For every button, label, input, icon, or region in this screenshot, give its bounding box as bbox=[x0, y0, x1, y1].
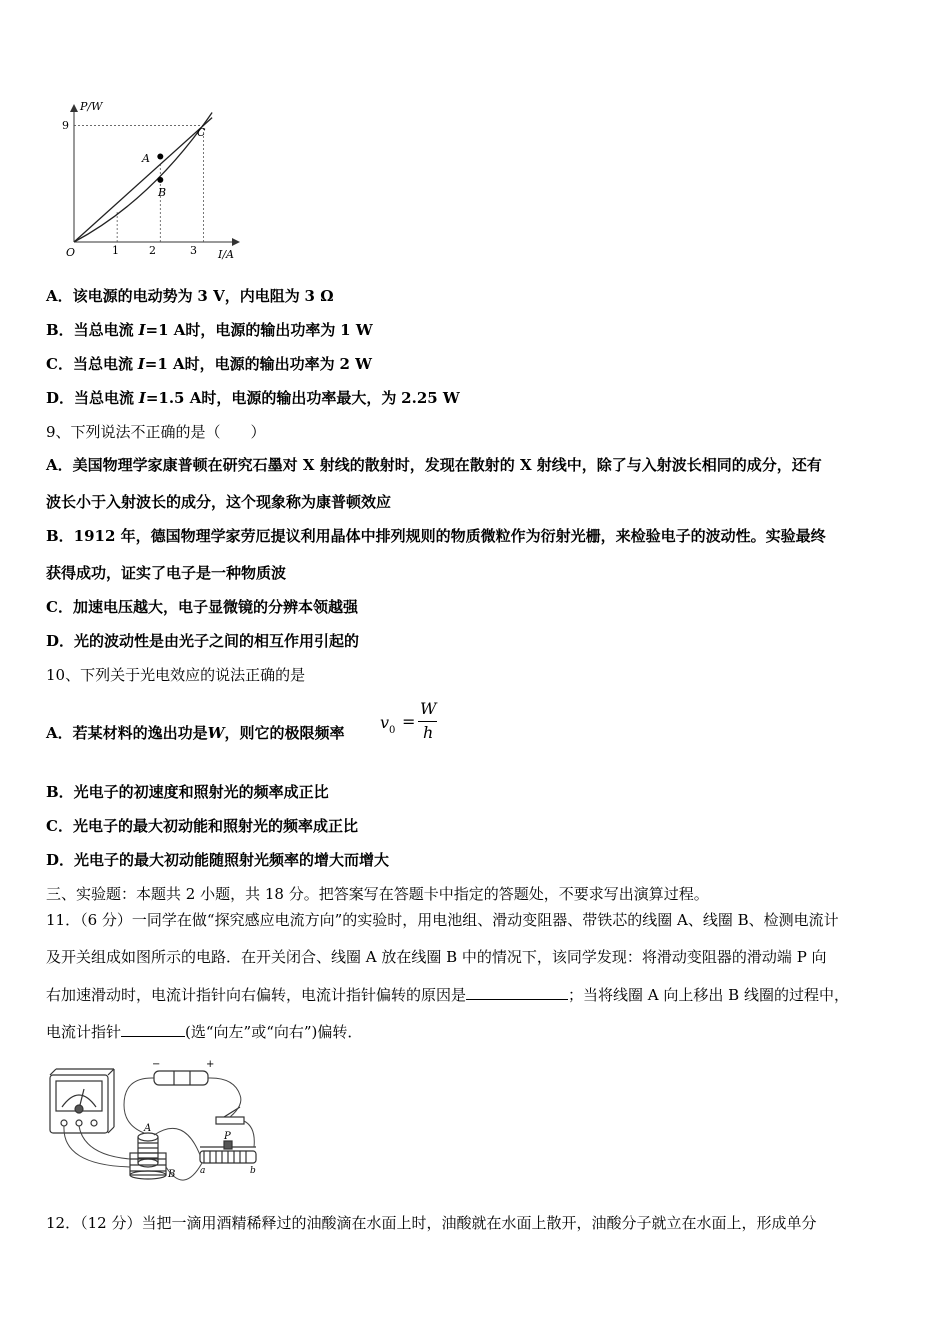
point-label-C: C bbox=[197, 126, 206, 139]
section-3-heading: 三、实验题：本题共 2 小题，共 18 分。把答案写在答题卡中指定的答题处，不要求写出演算过程。 bbox=[46, 885, 709, 903]
q8-option-a: A．该电源的电动势为 3 V，内电阻为 3 Ω bbox=[46, 287, 334, 305]
rheostat-icon bbox=[200, 1141, 256, 1163]
y-axis-label: P/W bbox=[80, 100, 103, 113]
point-label-A: A bbox=[142, 152, 150, 165]
q9-option-b-line2: 获得成功，证实了电子是一种物质波 bbox=[46, 564, 287, 582]
label-coil-b: B bbox=[168, 1169, 176, 1180]
label-rheostat-b: b bbox=[250, 1166, 256, 1176]
y-tick-label: 9 bbox=[62, 119, 69, 132]
coil-icon bbox=[130, 1133, 166, 1179]
point-a bbox=[157, 154, 163, 160]
label-battery-minus: − bbox=[152, 1059, 161, 1070]
galvanometer-icon bbox=[50, 1069, 114, 1133]
induction-circuit-figure bbox=[44, 1055, 274, 1195]
q8-option-d: D．当总电流 I=1.5 A时，电源的输出功率最大，为 2.25 W bbox=[46, 389, 460, 407]
label-rheostat-a: a bbox=[200, 1166, 206, 1176]
q9-option-c: C．加速电压越大，电子显微镜的分辨本领越强 bbox=[46, 598, 358, 616]
label-coil-a: A bbox=[144, 1123, 152, 1134]
q10-option-b: B．光电子的初速度和照射光的频率成正比 bbox=[46, 783, 329, 801]
q11-line4: 电流计指针 (选“向左”或“向右”)偏转． bbox=[46, 1023, 363, 1041]
point-label-B: B bbox=[158, 186, 167, 199]
q9-option-b-line1: B．1912 年，德国物理学家劳厄提议利用晶体中排列规则的物质微粒作为衍射光栅，来检验电子的波动性。实验最终 bbox=[46, 527, 826, 545]
x-tick-2: 2 bbox=[149, 244, 156, 257]
label-battery-plus: + bbox=[206, 1059, 215, 1070]
threshold-frequency-formula: v 0 = W h bbox=[380, 699, 437, 742]
origin-label: O bbox=[66, 246, 76, 259]
series-line bbox=[74, 118, 212, 242]
label-slider-p: P bbox=[224, 1131, 231, 1142]
q10-option-c: C．光电子的最大初动能和照射光的频率成正比 bbox=[46, 817, 358, 835]
answer-blank-1[interactable] bbox=[466, 984, 568, 1000]
x-tick-1: 1 bbox=[112, 244, 119, 257]
q9-option-d: D．光的波动性是由光子之间的相互作用引起的 bbox=[46, 632, 360, 650]
battery-icon bbox=[154, 1071, 208, 1085]
point-b bbox=[157, 177, 163, 183]
answer-blank-2[interactable] bbox=[121, 1021, 185, 1037]
q11-line3: 右加速滑动时，电流计指针向右偏转，电流计指针偏转的原因是 ；当将线圈 A 向上移出 B 线圈的过程中， bbox=[46, 986, 849, 1004]
q9-stem: 9、下列说法不正确的是（ ） bbox=[46, 423, 266, 441]
q8-option-c: C．当总电流 I=1 A时，电源的输出功率为 2 W bbox=[46, 355, 372, 373]
q9-option-a-line2: 波长小于入射波长的成分，这个现象称为康普顿效应 bbox=[46, 493, 392, 511]
switch-icon bbox=[216, 1107, 244, 1124]
q10-stem: 10、下列关于光电效应的说法正确的是 bbox=[46, 666, 306, 684]
q12-line1: 12．（12 分）当把一滴用酒精稀释过的油酸滴在水面上时，油酸就在水面上散开，油酸分子就立在水面上，形成单分 bbox=[46, 1214, 817, 1232]
q8-option-b: B．当总电流 I=1 A时，电源的输出功率为 1 W bbox=[46, 321, 373, 339]
q11-line1: 11．（6 分）一同学在做“探究感应电流方向”的实验时，用电池组、滑动变阻器、带铁芯的线圈 A、线圈 B、检测电流计 bbox=[46, 911, 839, 929]
x-tick-3: 3 bbox=[190, 244, 197, 257]
q10-option-d: D．光电子的最大初动能随照射光频率的增大而增大 bbox=[46, 851, 390, 869]
q9-option-a-line1: A．美国物理学家康普顿在研究石墨对 X 射线的散射时，发现在散射的 X 射线中，除了与入射波长相同的成分，还有 bbox=[46, 456, 822, 474]
power-current-graph bbox=[60, 96, 260, 266]
q11-line2: 及开关组成如图所示的电路．在开关闭合、线圈 A 放在线圈 B 中的情况下，该同学发现：将滑动变阻器的滑动端 P 向 bbox=[46, 948, 827, 966]
x-axis-label: I/A bbox=[218, 248, 234, 261]
